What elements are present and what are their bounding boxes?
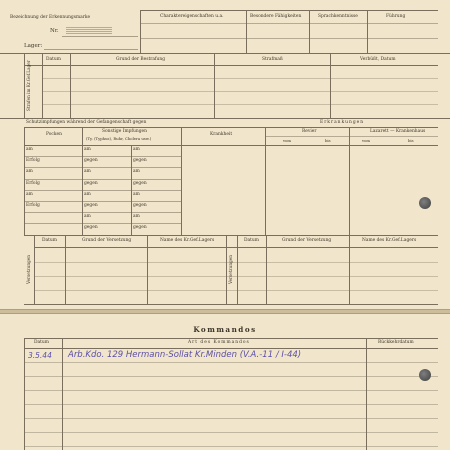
kdo-col-type: Art des Kommandos bbox=[188, 340, 250, 345]
rule bbox=[42, 104, 438, 105]
vaccination-cell: gegen bbox=[133, 158, 147, 164]
character-label: Charaktereigenschaften u.a. bbox=[160, 14, 224, 19]
kdo-col-date: Datum bbox=[34, 340, 49, 345]
transfers-side-label-right: Versetzungen bbox=[228, 255, 233, 284]
vaccination-cell: Erfolg bbox=[26, 180, 40, 186]
nr-box bbox=[66, 27, 112, 35]
rule bbox=[24, 179, 181, 180]
rule bbox=[24, 53, 25, 118]
rule bbox=[24, 127, 438, 128]
kommandos-title: Kommandos bbox=[193, 325, 257, 334]
rule bbox=[24, 201, 181, 202]
nr-label: Nr. bbox=[50, 28, 59, 34]
rule bbox=[62, 36, 138, 37]
revier-bis: bis bbox=[325, 138, 331, 143]
other-vacc-label: Sonstige Impfungen bbox=[102, 129, 147, 134]
rule bbox=[24, 376, 438, 377]
rule bbox=[24, 190, 181, 191]
trans-col-date-right: Datum bbox=[244, 238, 259, 243]
punishments-side-label: Strafen im Kr.Gef.Lager bbox=[26, 60, 31, 111]
vaccination-cell: am bbox=[133, 214, 140, 220]
rule bbox=[214, 53, 215, 118]
other-vacc-examples: (Ty. (Typhus), Ruhr, Cholera usw.) bbox=[86, 136, 152, 141]
pocken-label: Pocken bbox=[46, 132, 62, 137]
vaccination-cell: am bbox=[133, 191, 140, 197]
rule bbox=[70, 53, 71, 118]
vaccination-cell: gegen bbox=[133, 225, 147, 231]
rule bbox=[265, 127, 266, 235]
rule bbox=[65, 235, 66, 304]
rule bbox=[24, 65, 438, 66]
rule bbox=[24, 338, 25, 450]
rule bbox=[140, 10, 141, 53]
trans-col-camp-left: Name des Kr.Gef.Lagers bbox=[160, 238, 215, 243]
rule bbox=[349, 235, 350, 304]
rule bbox=[42, 91, 438, 92]
vaccination-header: Schutzimpfungen während der Gefangenschaft gegen bbox=[26, 120, 147, 125]
language-label: Sprachkenntnisse bbox=[318, 14, 358, 19]
special-skills-label: Besondere Fähigkeiten bbox=[250, 14, 302, 19]
rule bbox=[34, 235, 35, 304]
vaccination-cell: am bbox=[84, 191, 91, 197]
vaccination-cell: am bbox=[26, 169, 33, 175]
rule bbox=[24, 145, 438, 146]
rule bbox=[24, 432, 438, 433]
punch-hole bbox=[419, 369, 431, 381]
rule bbox=[140, 23, 438, 24]
vaccination-cell: gegen bbox=[84, 180, 98, 186]
lager-label: Lager: bbox=[24, 43, 43, 49]
rule bbox=[24, 156, 181, 157]
leadership-label: Führung bbox=[386, 14, 406, 19]
rule bbox=[24, 446, 438, 447]
rule bbox=[24, 167, 181, 168]
rule bbox=[309, 10, 310, 53]
rule bbox=[265, 136, 438, 137]
trans-col-reason-right: Grund der Versetzung bbox=[282, 238, 332, 243]
rule bbox=[82, 127, 83, 235]
vaccination-cell: am bbox=[133, 169, 140, 175]
rule bbox=[330, 53, 331, 118]
krankheit-label: Krankheit bbox=[210, 132, 233, 137]
vaccination-cell: am bbox=[84, 169, 91, 175]
vaccination-cell: gegen bbox=[84, 225, 98, 231]
lazarett-label: Lazarett — Krankenhaus bbox=[370, 129, 426, 134]
rule bbox=[44, 49, 138, 50]
rule bbox=[24, 338, 438, 339]
pun-col-reason: Grund der Bestrafung bbox=[116, 57, 166, 62]
rule bbox=[367, 10, 368, 53]
punch-hole bbox=[419, 197, 431, 209]
rule bbox=[24, 127, 25, 235]
vaccination-cell: Erfolg bbox=[26, 158, 40, 164]
designation-label: Bezeichnung der Erkennungsmarke bbox=[10, 15, 91, 20]
lazarett-von: vom bbox=[362, 138, 371, 143]
pun-col-date: Datum bbox=[46, 57, 61, 62]
vaccination-cell: Erfolg bbox=[26, 203, 40, 208]
revier-label: Revier bbox=[302, 129, 317, 134]
rule bbox=[24, 223, 181, 224]
vaccination-cell: gegen bbox=[84, 158, 98, 164]
illness-header: Erkrankungen bbox=[320, 120, 365, 125]
rule bbox=[24, 362, 438, 363]
rule bbox=[24, 404, 438, 405]
vaccination-cell: am bbox=[26, 191, 33, 197]
revier-von: vom bbox=[283, 138, 292, 143]
kommando-entry-date: 3.5.44 bbox=[28, 351, 52, 360]
rule bbox=[140, 10, 438, 11]
transfers-side-label-left: Versetzungen bbox=[26, 255, 31, 284]
vaccination-cell: gegen bbox=[84, 203, 98, 208]
vaccination-cell: am bbox=[26, 147, 33, 152]
rule bbox=[24, 348, 438, 349]
rule bbox=[42, 53, 43, 118]
trans-col-date-left: Datum bbox=[42, 238, 57, 243]
vaccination-cell: gegen bbox=[133, 203, 147, 208]
vaccination-cell: gegen bbox=[133, 180, 147, 186]
rule bbox=[140, 38, 438, 39]
trans-col-reason-left: Grund der Versetzung bbox=[82, 238, 132, 243]
rule bbox=[237, 235, 238, 304]
pun-col-measure: Strafmaß bbox=[262, 57, 283, 62]
rule bbox=[349, 127, 350, 235]
rule bbox=[181, 127, 182, 235]
rule bbox=[24, 212, 181, 213]
pun-col-served: Verbüßt, Datum bbox=[360, 57, 396, 62]
rule bbox=[0, 53, 450, 54]
rule bbox=[24, 418, 438, 419]
kdo-col-return: Rückkehrdatum bbox=[378, 340, 414, 345]
rule bbox=[24, 304, 438, 305]
card-fold bbox=[0, 309, 450, 314]
rule bbox=[42, 78, 438, 79]
rule bbox=[24, 390, 438, 391]
rule bbox=[34, 247, 438, 248]
rule bbox=[266, 235, 267, 304]
rule bbox=[34, 276, 438, 277]
rule bbox=[0, 118, 450, 119]
lazarett-bis: bis bbox=[408, 138, 414, 143]
rule bbox=[226, 235, 227, 304]
rule bbox=[147, 235, 148, 304]
vaccination-cell: am bbox=[133, 147, 140, 152]
rule bbox=[62, 338, 63, 450]
rule bbox=[34, 290, 438, 291]
rule bbox=[246, 10, 247, 53]
vaccination-cell: am bbox=[84, 214, 91, 220]
rule bbox=[366, 338, 367, 450]
trans-col-camp-right: Name des Kr.Gef.Lagers bbox=[362, 238, 417, 243]
vaccination-cell: am bbox=[84, 147, 91, 152]
kommando-entry-text: Arb.Kdo. 129 Hermann-Sollat Kr.Minden (V.A.-11 / I-44) bbox=[68, 350, 302, 360]
rule bbox=[34, 262, 438, 263]
rule bbox=[24, 235, 438, 236]
